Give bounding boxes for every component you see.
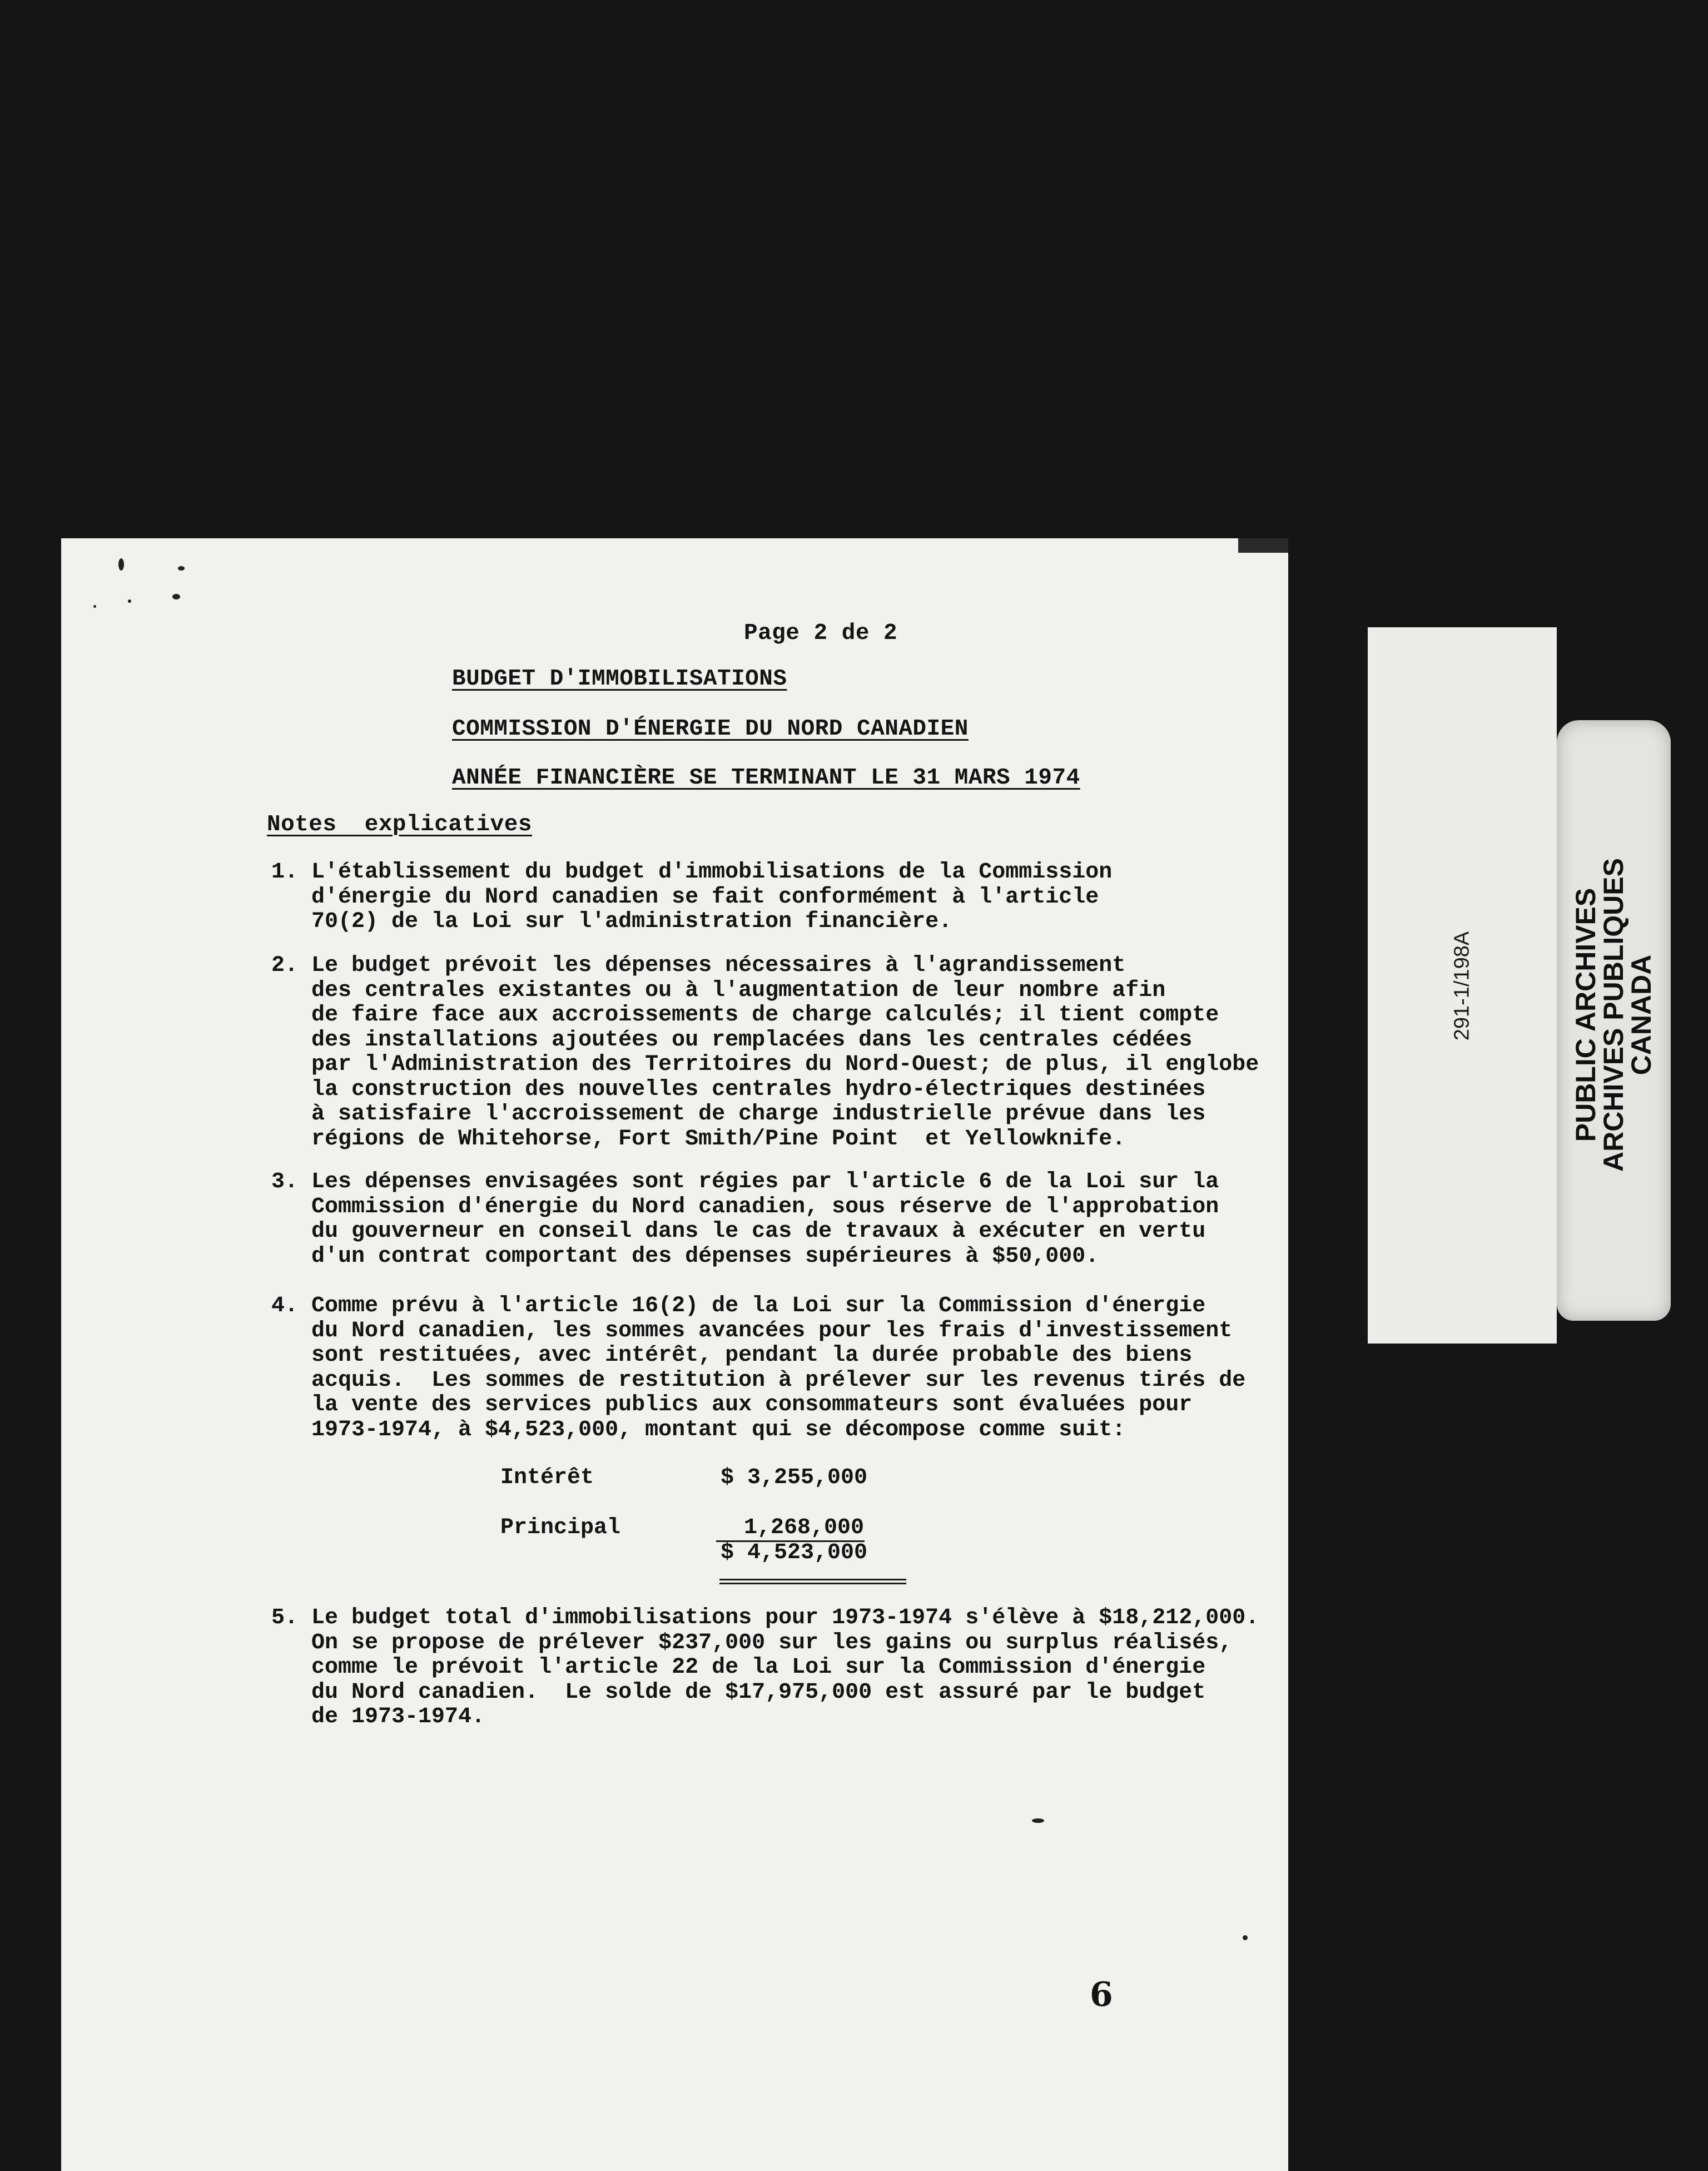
note-line: L'établissement du budget d'immobilisations de la Commission [311,860,1113,885]
note-line: des installations ajoutées ou remplacées dans les centrales cédées [311,1027,1193,1053]
archive-stamp-line: CANADA [1626,954,1657,1075]
note-line: du gouverneur en conseil dans le cas de travaux à exécuter en vertu [311,1219,1206,1244]
page-number: 6 [1090,1975,1113,2014]
interest-value: $ 3,255,000 [721,1465,868,1490]
note-line: du Nord canadien, les sommes avancées pour les frais d'investissement [311,1318,1233,1344]
speck [118,558,124,571]
note-line: du Nord canadien. Le solde de $17,975,000 est assuré par le budget [311,1679,1206,1705]
document-title: BUDGET D'IMMOBILISATIONS [452,666,787,692]
note-line: Commission d'énergie du Nord canadien, sous réserve de l'approbation [311,1194,1219,1220]
note-line: comme le prévoit l'article 22 de la Loi sur la Commission d'énergie [311,1655,1206,1680]
archive-stamp-line: ARCHIVES PUBLIQUES [1598,858,1629,1172]
note-line: 1973-1974, à $4,523,000, montant qui se décompose comme suit: [311,1417,1126,1443]
note-line: Le budget prévoit les dépenses nécessaires à l'agrandissement [311,953,1126,978]
note-5 [271,1606,1259,1730]
speck [93,605,96,608]
note-line: par l'Administration des Territoires du Nord-Ouest; de plus, il englobe [311,1052,1259,1077]
note-line: Les dépenses envisagées sont régies par l'article 6 de la Loi sur la [311,1169,1219,1194]
archive-stamp-line: PUBLIC ARCHIVES [1570,888,1601,1142]
note-number: 4. [271,1293,299,1319]
principal-value: 1,268,000 [744,1515,865,1540]
archive-stamp-tag [1557,720,1671,1321]
film-edge-mark [1238,538,1288,553]
page-label: Page 2 de 2 [744,621,898,646]
speck [128,599,131,603]
note-line: la construction des nouvelles centrales hydro-électriques destinées [311,1077,1206,1102]
note-4 [271,1294,1245,1443]
note-line: acquis. Les sommes de restitution à prélever sur les revenus tirés de [311,1367,1246,1393]
note-line: sont restituées, avec intérêt, pendant la durée probable des biens [311,1343,1193,1368]
archive-reference: 291-1/198A [1450,931,1474,1041]
note-line: des centrales existantes ou à l'augmentation de leur nombre afin [311,978,1166,1003]
speck [172,594,180,599]
principal-label: Principal [500,1515,621,1540]
note-line: la vente des services publics aux consommateurs sont évaluées pour [311,1392,1193,1417]
total-double-rule [719,1583,906,1584]
interest-label: Intérêt [500,1465,594,1490]
note-line: à satisfaire l'accroissement de charge industrielle prévue dans les [311,1102,1206,1127]
note-3 [271,1170,1219,1269]
note-number: 1. [271,860,299,885]
note-number: 2. [271,953,299,978]
organization-title: COMMISSION D'ÉNERGIE DU NORD CANADIEN [452,716,969,742]
note-line: régions de Whitehorse, Fort Smith/Pine Point et Yellowknife. [311,1126,1126,1152]
note-line: 70(2) de la Loi sur l'administration financière. [311,909,952,934]
note-number: 5. [271,1605,299,1630]
note-line: de faire face aux accroissements de charge calculés; il tient compte [311,1003,1219,1028]
note-line: Le budget total d'immobilisations pour 1973-1974 s'élève à $18,212,000. [311,1605,1259,1630]
note-2 [271,954,1259,1152]
total-double-rule [719,1579,906,1580]
speck [1032,1818,1044,1823]
fiscal-year-title: ANNÉE FINANCIÈRE SE TERMINANT LE 31 MARS 1974 [452,765,1080,791]
archive-stamp [1572,858,1655,1172]
note-line: On se propose de prélever $237,000 sur les gains ou surplus réalisés, [311,1630,1233,1655]
document-page [61,538,1288,2171]
notes-heading: Notes explicatives [267,812,532,837]
note-number: 3. [271,1169,299,1194]
speck [1243,1935,1248,1940]
note-line: d'énergie du Nord canadien se fait conformément à l'article [311,884,1099,910]
note-line: Comme prévu à l'article 16(2) de la Loi sur la Commission d'énergie [311,1293,1206,1319]
speck [178,566,185,571]
archive-reference-tag [1368,627,1557,1344]
note-1 [271,860,1112,935]
note-line: de 1973-1974. [311,1704,485,1729]
note-line: d'un contrat comportant des dépenses supérieures à $50,000. [311,1243,1099,1269]
archive-reference-holder [1451,627,1473,1344]
total-value: $ 4,523,000 [721,1540,868,1565]
